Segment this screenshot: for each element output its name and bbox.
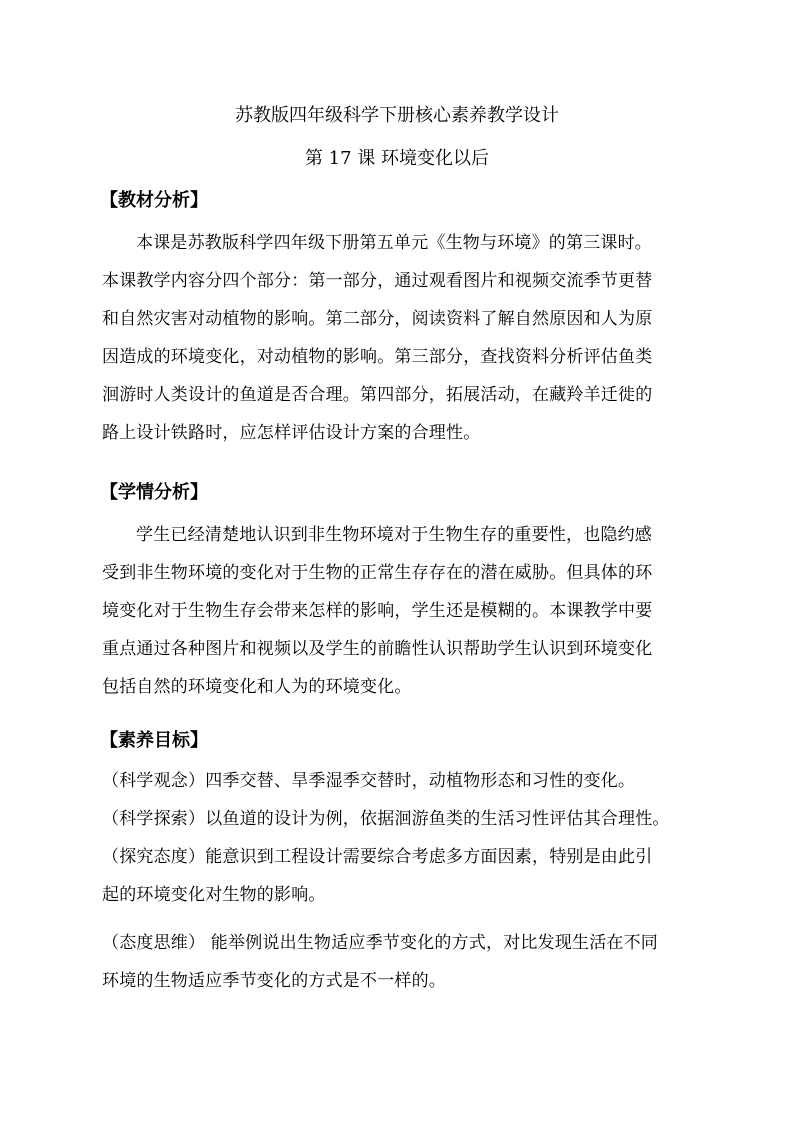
document-title: 苏教版四年级科学下册核心素养教学设计: [235, 105, 559, 126]
textbook-analysis-paragraph: [102, 224, 702, 452]
paragraph-line: 和自然灾害对动植物的影响。第二部分，阅读资料了解自然原因和人为原: [102, 309, 653, 329]
paragraph-line: 本课是苏教版科学四年级下册第五单元《生物与环境》的第三课时。: [136, 233, 652, 253]
paragraph-line: 洄游时人类设计的鱼道是否合理。第四部分，拓展活动，在藏羚羊迁徙的: [102, 385, 653, 405]
paragraph-line: 路上设计铁路时，应怎样评估设计方案的合理性。: [102, 423, 481, 443]
goal-item-inquiry-attitude: [102, 838, 702, 914]
goal-line: （科学观念）四季交替、旱季湿季交替时，动植物形态和习性的变化。: [102, 771, 636, 791]
paragraph-line: 本课教学内容分四个部分：第一部分，通过观看图片和视频交流季节更替: [102, 271, 653, 291]
paragraph-line: 受到非生物环境的变化对于生物的正常生存存在的潜在威胁。但具体的环: [102, 563, 653, 583]
goal-line: （态度思维） 能举例说出生物适应季节变化的方式，对比发现生活在不同: [102, 933, 659, 953]
goal-line: （探究态度）能意识到工程设计需要综合考虑多方面因素，特别是由此引: [102, 847, 653, 867]
goal-line: （科学探索）以鱼道的设计为例，依据洄游鱼类的生活习性评估其合理性。: [102, 809, 670, 829]
goal-item-scientific-concept: [102, 762, 702, 800]
paragraph-line: 重点通过各种图片和视频以及学生的前瞻性认识帮助学生认识到环境变化: [102, 639, 653, 659]
goal-item-scientific-inquiry: [102, 800, 702, 838]
paragraph-line: 包括自然的环境变化和人为的环境变化。: [102, 677, 412, 697]
section-heading-student-analysis: 【学情分析】: [100, 482, 208, 503]
paragraph-line: 因造成的环境变化，对动植物的影响。第三部分，查找资料分析评估鱼类: [102, 347, 653, 367]
goal-item-attitude-thinking: [102, 924, 702, 1000]
lesson-title: 第 17 课 环境变化以后: [304, 148, 490, 169]
section-heading-textbook-analysis: 【教材分析】: [100, 190, 208, 211]
goal-line: 起的环境变化对生物的影响。: [102, 885, 326, 905]
paragraph-line: 学生已经清楚地认识到非生物环境对于生物生存的重要性，也隐约感: [136, 525, 652, 545]
goal-line: 环境的生物适应季节变化的方式是不一样的。: [102, 971, 446, 991]
paragraph-line: 境变化对于生物生存会带来怎样的影响，学生还是模糊的。本课教学中要: [102, 601, 653, 621]
section-heading-literacy-goals: 【素养目标】: [100, 730, 208, 751]
student-analysis-paragraph: [102, 516, 702, 706]
